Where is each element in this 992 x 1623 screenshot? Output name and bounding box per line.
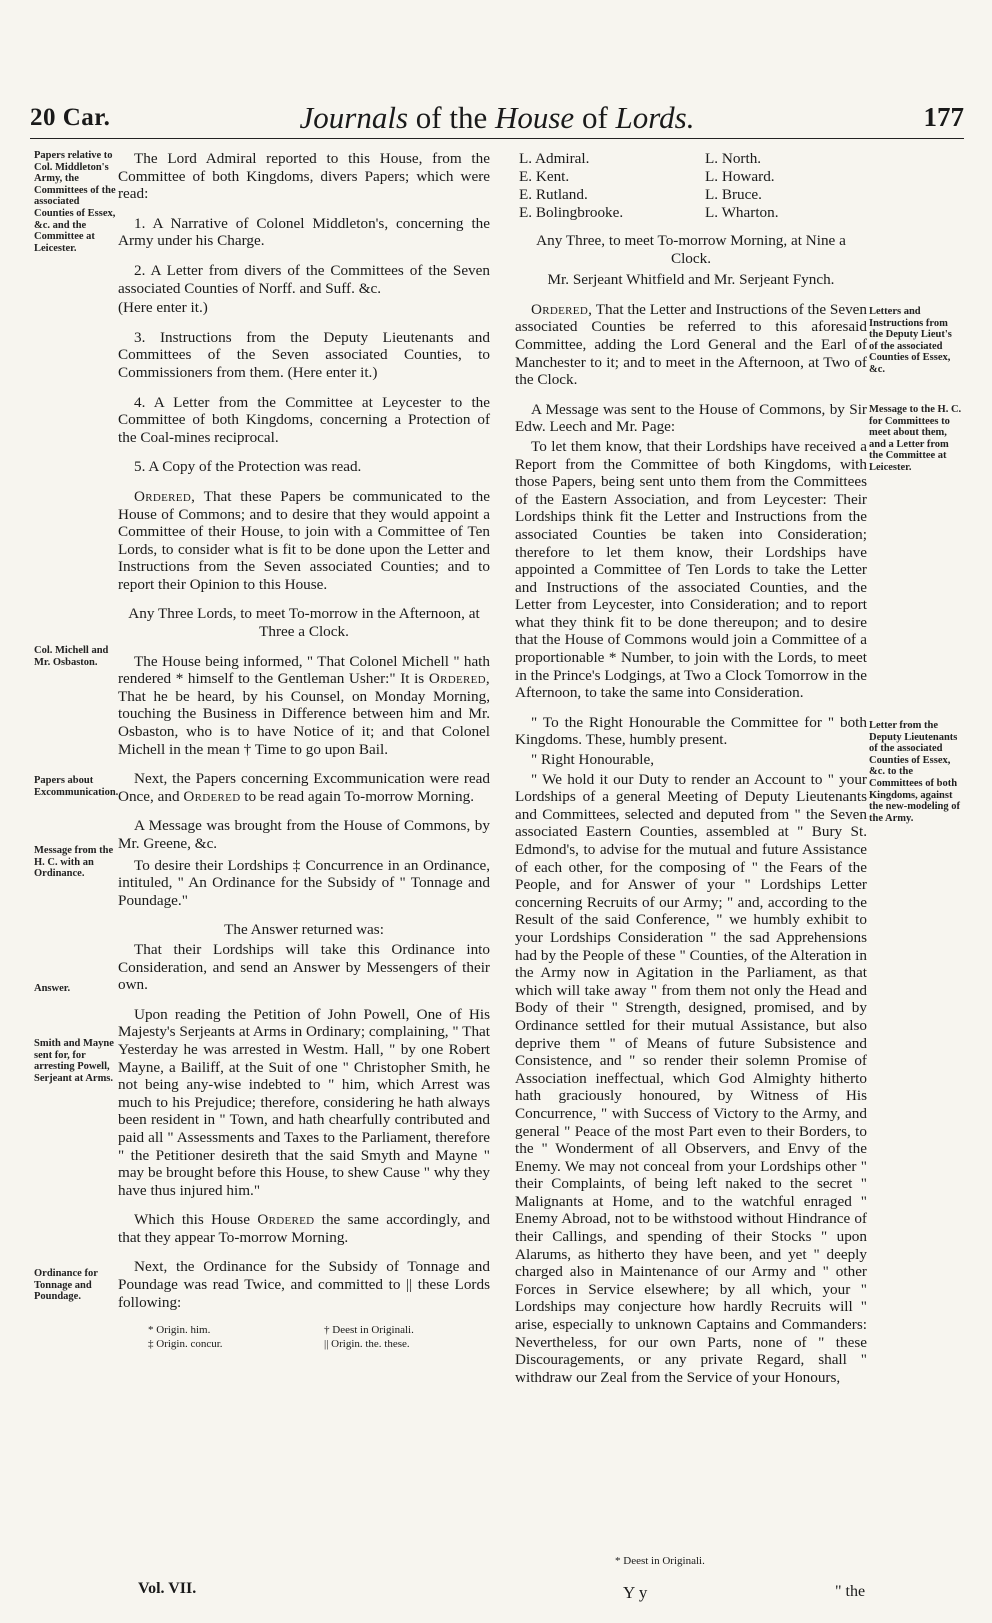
lord-name: L. Wharton. xyxy=(705,204,779,221)
paragraph: 4. A Letter from the Committee at Leycester to the Committee of both Kingdoms, concerning a Protection of the Coal-mines reciprocal. xyxy=(118,393,490,446)
ordered-word: Ordered, xyxy=(428,670,490,688)
paragraph: Upon reading the Petition of John Powell, One of His Majesty's Serjeants at Arms in Ordinary; complaining, " That Yesterday he was arrested in Westm. Hall, " by one Robert Mayne, a Bailiff, at the Suit of one " Christopher Smith, he not being any-wise indebted to " him, which Arrest was much to his Prejudice; therefore, considering he hath always been resident in " Town, and hath chearfully contributed and paid all " Assessments and Taxes to the Parliament, therefore " the Petitioner desireth that the said Smyth and Mayne " may be brought before this House, to shew Cause " why they have thus injured him." xyxy=(118,1005,490,1199)
running-title xyxy=(30,100,964,136)
paragraph: " Right Honourable, xyxy=(531,751,655,769)
lord-name: L. North. xyxy=(705,150,762,167)
header-rule xyxy=(30,138,964,139)
margin-note: Message from the H. C. with an Ordinance. xyxy=(34,845,114,880)
paragraph xyxy=(515,301,867,389)
paragraph-text: That these Papers be communicated to the House of Commons; and to desire that they would appoint a Committee of their House, to join with a Committee of Ten Lords, to consider what is fit to be done upon the Letter and Instructions from the Seven associated Counties; and to report their Opinion to this House. xyxy=(118,487,490,593)
paragraph xyxy=(118,488,490,594)
paragraph: A Message was sent to the House of Commons, by Sir Edw. Leech and Mr. Page: xyxy=(515,400,867,436)
signature-mark: Y y xyxy=(623,1583,648,1602)
paragraph-text: Which this House xyxy=(134,1211,258,1229)
lord-name: L. Howard. xyxy=(705,168,775,185)
ordered-word: Ordered xyxy=(183,787,241,805)
ordered-word: Ordered, xyxy=(531,300,593,318)
lords-column xyxy=(519,150,689,222)
lord-name: L. Bruce. xyxy=(705,186,762,203)
footnotes xyxy=(118,1323,490,1351)
volume-number: Vol. VII. xyxy=(138,1580,197,1597)
paragraph xyxy=(118,1211,490,1246)
paragraph-text: Next, the Papers concerning Excommunication were read Once, and xyxy=(118,770,490,805)
paragraph-text: That the Letter and Instructions of the Seven associated Counties be referred to this aforesaid Committee, adding the Lord General and the Earl of Manchester to it; and to meet in the Afternoon, at Two of the Clock. xyxy=(515,300,867,389)
footnote: * Deest in Originali. xyxy=(615,1555,705,1567)
lords-column xyxy=(705,150,855,222)
lord-name: E. Kent. xyxy=(519,168,570,185)
footnote: † Deest in Originali. xyxy=(324,1324,414,1337)
margin-note: Ordinance for Tonnage and Poundage. xyxy=(34,1268,98,1303)
right-column xyxy=(515,150,867,1398)
catchword: " the xyxy=(835,1583,866,1600)
title-part: Lords. xyxy=(615,100,695,135)
ordered-word: Ordered, xyxy=(134,487,196,505)
margin-note: Letter from the Deputy Lieutenants of the associated Counties of Essex, &c. to the Committees of both Kingdoms, against the new-modeling of the Army. xyxy=(869,720,960,824)
paragraph xyxy=(118,770,490,805)
paragraph: Next, the Ordinance for the Subsidy of Tonnage and Poundage was read Twice, and committed to || these Lords following: xyxy=(118,1258,490,1311)
margin-note: Message to the H. C. for Committees to meet about them, and a Letter from the Committee at Leicester. xyxy=(869,404,962,473)
paragraph: 1. A Narrative of Colonel Middleton's, concerning the Army under his Charge. xyxy=(118,214,490,250)
lords-list xyxy=(519,150,867,222)
title-part: Journals xyxy=(299,100,409,135)
paragraph: 3. Instructions from the Deputy Lieutenants and Committees of the Seven associated Counties, to Commissioners from them. (Here enter it.) xyxy=(118,328,490,381)
margin-note: Letters and Instructions from the Deputy Lieut's of the associated Counties of Essex, &c. xyxy=(869,306,952,375)
margin-note: Papers relative to Col. Middleton's Army, the Committees of the associated Counties of Essex, &c. and the Committee at Leicester. xyxy=(34,150,116,254)
footnote: ‡ Origin. concur. xyxy=(148,1338,223,1351)
left-column xyxy=(118,150,490,1351)
paragraph: Any Three, to meet To-morrow Morning, at Nine a Clock. xyxy=(536,232,846,267)
paragraph: 5. A Copy of the Protection was read. xyxy=(134,458,362,476)
paragraph-text: to be read again To-morrow Morning. xyxy=(240,787,475,805)
ordered-word: Ordered xyxy=(257,1211,315,1229)
lord-name: E. Bolingbrooke. xyxy=(519,204,624,221)
paragraph-text: That he be heard, by his Counsel, on Monday Morning, touching the Business in Difference between him and Mr. Osbaston, who is to have Notice of it; and that Colonel Michell in the mean † Time to go upon Bail. xyxy=(118,687,490,758)
footnote: * Origin. him. xyxy=(148,1324,211,1337)
paragraph: That their Lordships will take this Ordinance into Consideration, and send an Answer by Messengers of their own. xyxy=(118,940,490,994)
margin-note: Answer. xyxy=(34,983,71,994)
margin-note: Col. Michell and Mr. Osbaston. xyxy=(34,645,109,668)
paragraph xyxy=(118,653,490,759)
margin-note: Smith and Mayne sent for, for arresting Powell, Serjeant at Arms. xyxy=(34,1038,114,1084)
title-part: of the xyxy=(408,100,495,135)
paragraph: Mr. Serjeant Whitfield and Mr. Serjeant Fynch. xyxy=(547,271,835,289)
paragraph: To desire their Lordships ‡ Concurrence in an Ordinance, intituled, " An Ordinance for the Subsidy of " Tonnage and Poundage." xyxy=(118,856,490,909)
paragraph: 2. A Letter from divers of the Committees of the Seven associated Counties of Norff. and Suff. &c. xyxy=(118,261,490,297)
footnote: || Origin. the. these. xyxy=(324,1338,410,1351)
title-part: of xyxy=(574,100,616,135)
lord-name: L. Admiral. xyxy=(519,150,590,167)
regnal-year: 20 Car. xyxy=(30,104,111,131)
page-number: 177 xyxy=(923,102,964,132)
paragraph: A Message was brought from the House of Commons, by Mr. Greene, &c. xyxy=(118,817,490,852)
paragraph-text: the same accordingly, and that they appear To-morrow Morning. xyxy=(118,1211,491,1246)
paragraph: " We hold it our Duty to render an Account to " your Lordships of a general Meeting of Deputy Lieutenants and Committees, selected and deputed from " the Seven associated Eastern Counties, assembled at " Bury St. Edmond's, to advise for the mutual and future Assistance of each other, for the composing of " the Fears of the People, and for Answer of your " Lordships Letter concerning Recruits of our Army; " and, according to the Result of the said Conference, " we humbly exhibit to your Lordships Consideration " the sad Apprehensions had by the People of these " Counties, of the Alteration in the Army now in Agitation in the Parliament, as that which will take away " from them not only the Head and Body of their " Strength, designed, promised, and by Ordinance settled for their mutual Assistance, but also deprive them " of Means of future Subsistence and Consistence, and " so render their solemn Promise of Association ineffectual, which God Almighty hitherto hath graciously honoured, by Witness of His Concurrence, " with Success of Victory to the Army, and general " Peace of the most Part even to their Borders, to the " Wonderment of all Observers, and Envy of the Enemy. We may not conceal from your Lordships other " their Complaints, of being left naked to the secret " Malignants at Home, and to the watchful enraged " Enemy Abroad, not to be withstood without Hindrance of their Callings, and spending of their Stocks " upon Alarums, as hitherto they have been, and yet " deeply charged also in Maintenance of our Army and " other Forces in Service elsewhere; by all which, your " Lordships may conjecture how hardly Recruits will " arise, especially to unknown Captains and Commanders: Nevertheless, for our own Parts, none of " these Discouragements, or any private Regard, shall " withdraw our Zeal from the Service of your Honours, xyxy=(515,770,867,1386)
paragraph: Any Three Lords, to meet To-morrow in the Afternoon, at Three a Clock. xyxy=(128,605,480,641)
lord-name: E. Rutland. xyxy=(519,186,588,203)
paragraph: To let them know, that their Lordships have received a Report from the Committee of both Kingdoms, with those Papers, being sent unto them from the Committees of the Eastern Association, and from Leycester: Their Lordships think fit the Letter and Instructions from the associated Counties be taken into Consideration; therefore to let them know, their Lordships have appointed a Committee of Ten Lords to take the Letter and Instructions of the associated Counties, and the Letter from Leycester, into Consideration; and to report what they think fit to be done thereupon; and to desire that the House of Commons would join a Committee of a proportionable * Number, to join with the Lords, to meet in the Prince's Lodgings, at Two a Clock Tomorrow in the Afternoon, to take the same into Consideration. xyxy=(515,437,867,702)
paragraph-text: The House being informed, " That Colonel Michell " hath rendered * himself to the Gentleman Usher:" It is xyxy=(118,652,490,688)
paragraph: " To the Right Honourable the Committee for " both Kingdoms. These, humbly present. xyxy=(515,713,867,749)
paragraph: The Answer returned was: xyxy=(224,921,384,939)
page-header xyxy=(30,100,964,140)
title-part: House xyxy=(494,100,575,135)
paragraph: The Lord Admiral reported to this House, from the Committee of both Kingdoms, divers Papers; which were read: xyxy=(118,150,490,203)
margin-note: Papers about Excommunication. xyxy=(34,775,119,798)
paragraph: (Here enter it.) xyxy=(118,299,208,317)
